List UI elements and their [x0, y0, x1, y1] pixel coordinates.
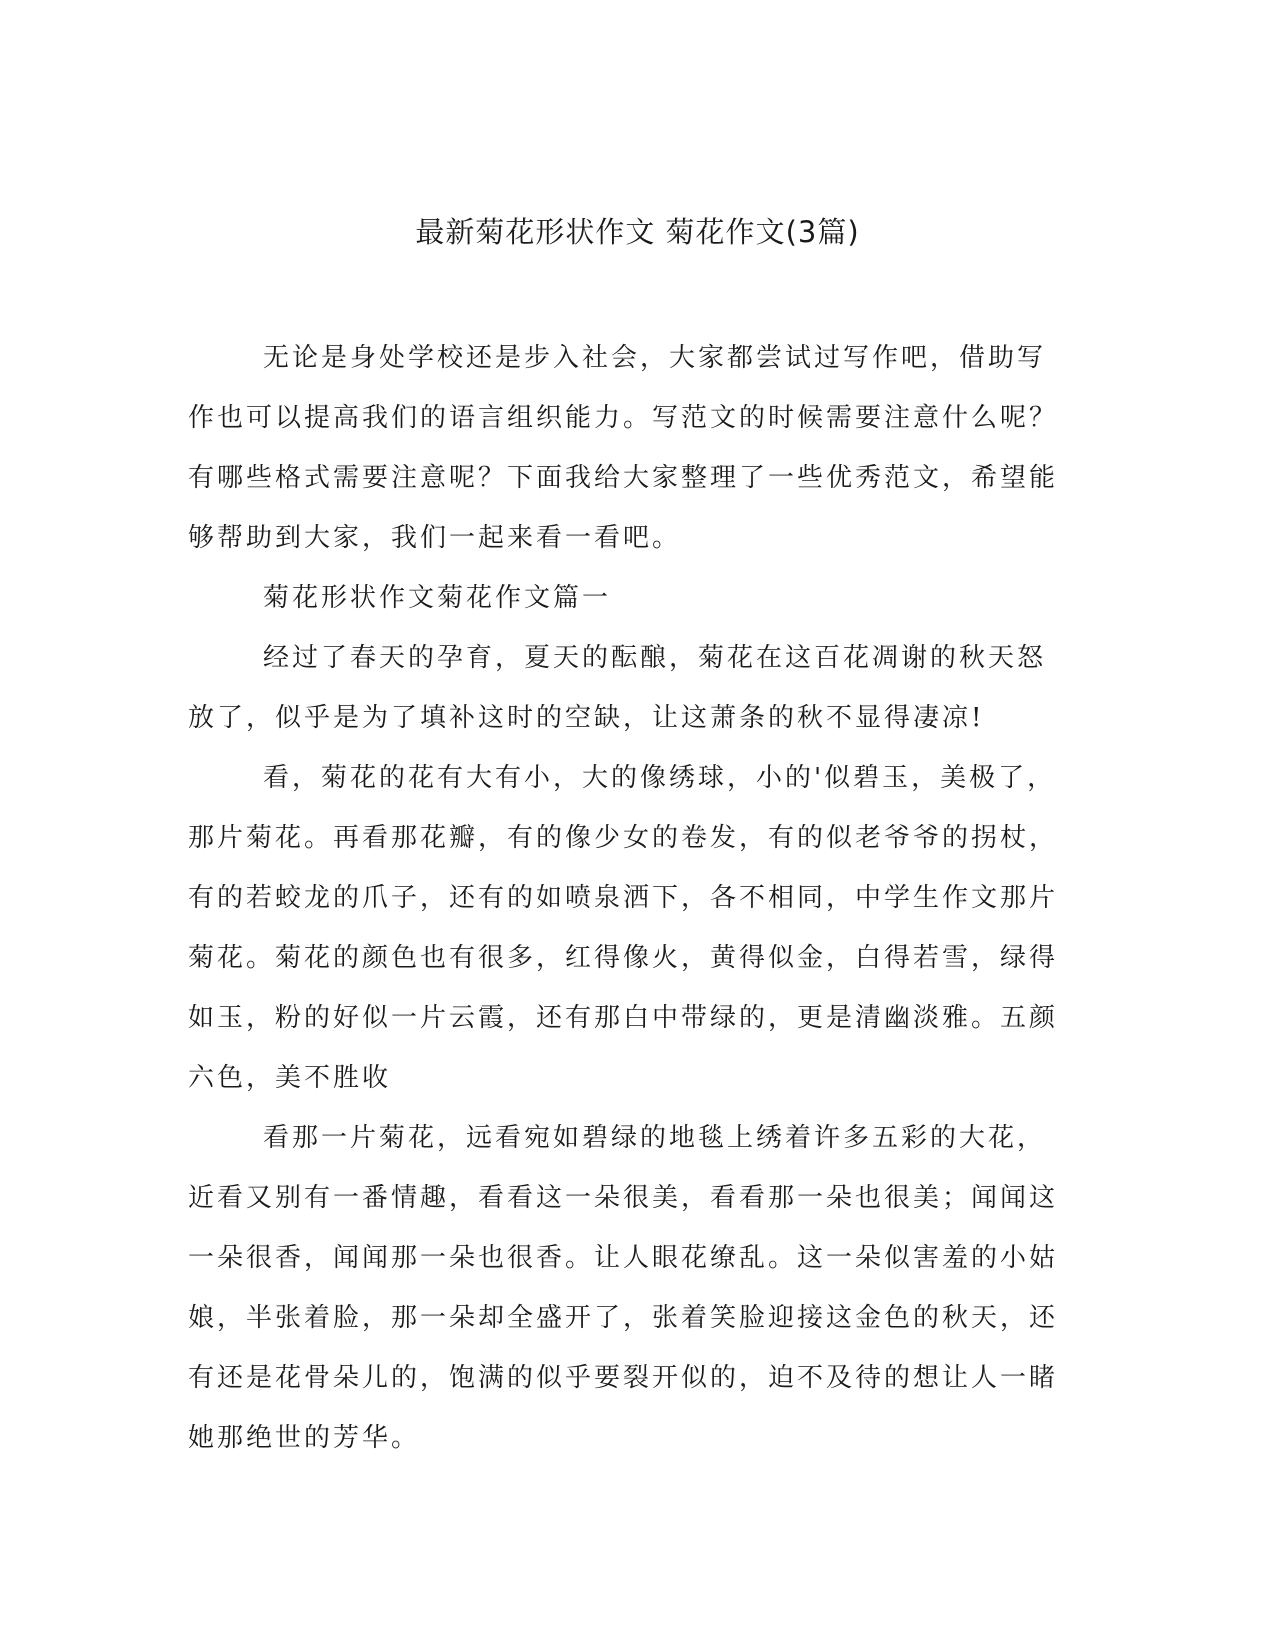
- paragraph-intro: 无论是身处学校还是步入社会，大家都尝试过写作吧，借助写作也可以提高我们的语言组织能力。写范文的时候需要注意什么呢？有哪些格式需要注意呢？下面我给大家整理了一些优秀范文，希望能够帮助到大家，我们一起来看一看吧。: [188, 343, 1059, 553]
- document-body: [188, 328, 1068, 1468]
- section-heading: 菊花形状作文菊花作文篇一: [263, 583, 612, 613]
- document-title: 最新菊花形状作文 菊花作文(3篇): [415, 215, 860, 249]
- paragraph: 看，菊花的花有大有小，大的像绣球，小的'似碧玉，美极了，那片菊花。再看那花瓣，有的像少女的卷发，有的似老爷爷的拐杖，有的若蛟龙的爪子，还有的如喷泉洒下，各不相同，中学生作文那片菊花。菊花的颜色也有很多，红得像火，黄得似金，白得若雪，绿得如玉，粉的好似一片云霞，还有那白中带绿的，更是清幽淡雅。五颜六色，美不胜收: [188, 763, 1059, 1093]
- paragraph: 看那一片菊花，远看宛如碧绿的地毯上绣着许多五彩的大花，近看又别有一番情趣，看看这一朵很美，看看那一朵也很美；闻闻这一朵很香，闻闻那一朵也很香。让人眼花缭乱。这一朵似害羞的小姑娘，半张着脸，那一朵却全盛开了，张着笑脸迎接这金色的秋天，还有还是花骨朵儿的，饱满的似乎要裂开似的，迫不及待的想让人一睹她那绝世的芳华。: [188, 1123, 1059, 1453]
- paragraph: 经过了春天的孕育，夏天的酝酿，菊花在这百花凋谢的秋天怒放了，似乎是为了填补这时的空缺，让这萧条的秋不显得凄凉!: [188, 643, 1047, 733]
